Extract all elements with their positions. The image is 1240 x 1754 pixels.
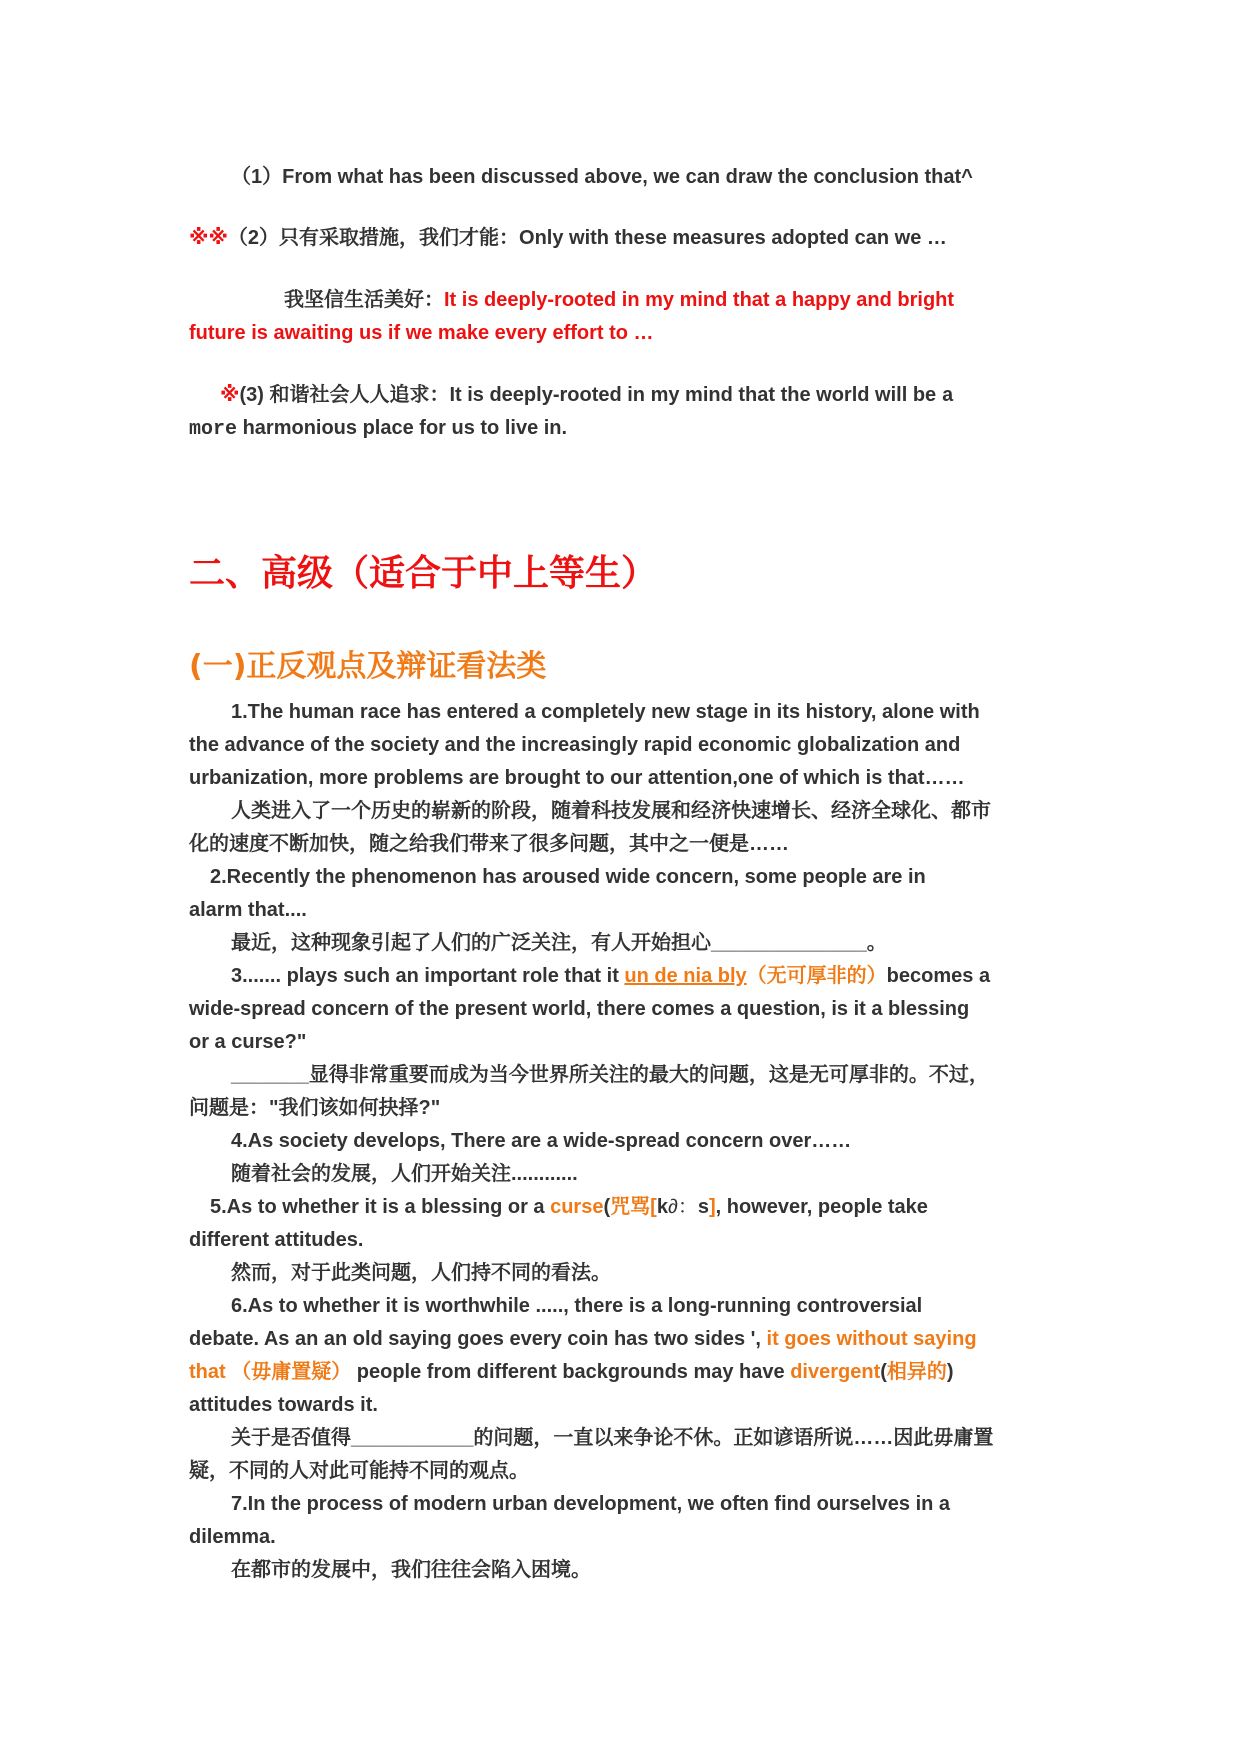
item-7-translation: 在都市的发展中，我们往往会陷入困境。 — [231, 1559, 591, 1581]
item-3-translation: _______显得非常重要而成为当今世界所关注的最大的问题，这是无可厚非的。不过， — [231, 1064, 989, 1086]
item-4: 4.As society develops, There are a wide-spread concern over…… — [231, 1130, 852, 1152]
items-block: 1.The human race has entered a completely new stage in its history, alone with the advance of the society and the increasingly rapid economic globalization and urbanization, more problems are brought to our attention,one of which is that…… 人类进入了一个历史的崭新的阶段，随着科技发展和经济快速增长、经济全球化、都市 化的速度不断加快，随之给我们带来了很多问题，其中之一便是…… 2.Recently the phenomenon has aroused wide concern, some people are in alarm that.... 最近，这种现象引起了人们的广泛关注，有人开始担心______________。 3....... plays such an important role that it un de nia bly（无可厚非的）becomes a wide-spread concern of the present world, there comes a question, is it a blessing or a curse?" _______显得非常重要而成为当今世界所关注的最大的问题，这是无可厚非的。不过， 问题是："我们该如何抉择?" 4.As society develops, There are a wide-spread concern over…… 随着社会的发展，人们开始关注............ 5.As to whether it is a blessing or a curse(咒骂[k∂：s], however, people take different attitudes. 然而，对于此类问题，人们持不同的看法。 6.As to whether it is worthwhile ....., there is a long-running controversial debate. As an an old saying goes every coin has two sides ', it goes without saying that （毋庸置疑） people from different backgrounds may have divergent(相异的) attitudes towards it. 关于是否值得___________的问题，一直以来争论不休。正如谚语所说……因此毋庸置 疑，不同的人对此可能持不同的观点。 7.In the process of modern urban development, we often find ourselves in a dilemma. 在都市的发展中，我们往往会陷入困境。 — [189, 696, 1069, 1587]
item-5: 5.As to whether it is a blessing or a curse(咒骂[k∂：s], however, people take — [210, 1196, 928, 1218]
item-4-translation: 随着社会的发展，人们开始关注............ — [231, 1163, 578, 1185]
reference-mark: ※※ — [189, 227, 228, 249]
conclusion-1: （1）From what has been discussed above, we can draw the conclusion that^ — [231, 166, 973, 188]
item-6: 6.As to whether it is worthwhile ....., there is a long-running controversial — [231, 1295, 923, 1317]
conclusion-2: ※※（2）只有采取措施，我们才能：Only with these measures adopted can we … — [189, 227, 947, 249]
item-7: 7.In the process of modern urban development, we often find ourselves in a — [231, 1493, 951, 1515]
section-title: 二、高级（适合于中上等生） — [189, 553, 658, 594]
item-2: 2.Recently the phenomenon has aroused wide concern, some people are in — [210, 866, 926, 888]
section-subtitle: (一)正反观点及辩证看法类 — [189, 649, 547, 684]
curse-term: curse — [550, 1196, 604, 1218]
item-1: 1.The human race has entered a completely new stage in its history, alone with — [231, 701, 980, 723]
item-1-translation: 人类进入了一个历史的崭新的阶段，随着科技发展和经济快速增长、经济全球化、都市 — [231, 800, 991, 822]
item-3: 3....... plays such an important role that it un de nia bly（无可厚非的）becomes a — [231, 965, 991, 987]
item-2-translation: 最近，这种现象引起了人们的广泛关注，有人开始担心______________。 — [231, 932, 887, 954]
item-6-translation: 关于是否值得___________的问题，一直以来争论不休。正如谚语所说……因此毋庸置 — [231, 1427, 994, 1449]
reference-mark: ※ — [220, 384, 240, 406]
conclusion-3: ※(3) 和谐社会人人追求：It is deeply-rooted in my mind that the world will be a more harmonious place for us to live in. — [189, 384, 954, 441]
item-5-translation: 然而，对于此类问题，人们持不同的看法。 — [231, 1262, 611, 1284]
conclusion-2b: 我坚信生活美好：It is deeply-rooted in my mind that a happy and bright future is awaiting us if we make every effort to … — [189, 289, 955, 344]
undeniably-term: un de nia bly — [624, 965, 747, 987]
